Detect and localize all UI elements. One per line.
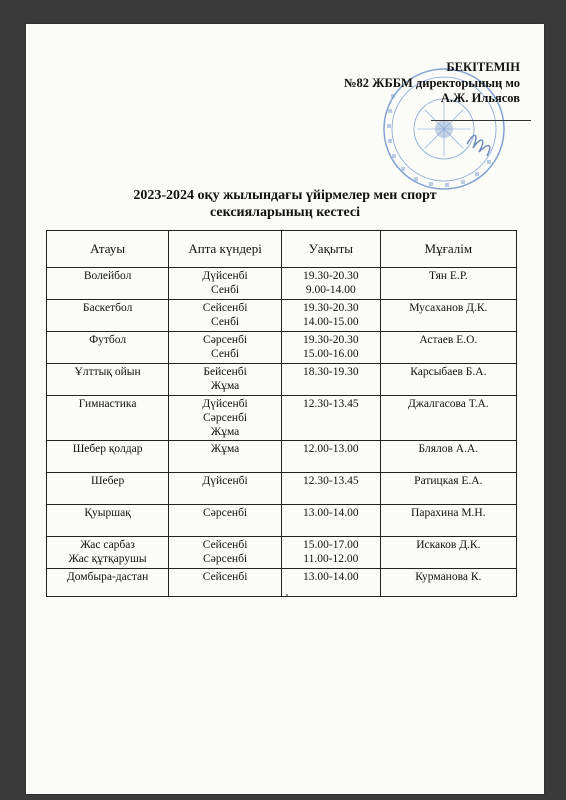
cell-name-line: Гимнастика [78,398,137,410]
header-days: Апта күндері [169,231,282,268]
approval-director-name: А.Ж. Ильясов [440,91,520,105]
cell-teacher: Карсыбаев Б.А. [380,364,516,396]
cell-name-line: Жас сарбаз [80,539,135,551]
cell-days-line: Сәрсенбі [203,507,248,519]
cell-days-line: Сейсенбі [202,302,248,314]
cell-days [169,332,282,364]
cell-time-line: 12.30-13.45 [303,398,359,410]
cell-days [169,473,282,505]
cell-days-line: Сәрсенбі [203,334,248,346]
cell-teacher: Курманова К. [380,569,516,597]
document-page [26,24,544,794]
cell-name [47,268,169,300]
cell-teacher: Искаков Д.К. [380,537,516,569]
cell-days-line: Сәрсенбі [203,412,248,424]
cell-days-line: Жұма [210,426,240,438]
approval-heading: БЕКІТЕМІН [446,60,520,74]
header-time: Уақыты [281,231,380,268]
cell-time [281,268,380,300]
approval-block [344,60,520,107]
header-teacher: Мұғалім [380,231,516,268]
scan-speck [286,594,288,596]
cell-name-line: Ұлттық ойын [74,366,141,378]
cell-time-line: 12.30-13.45 [303,475,359,487]
cell-time-line: 19.30-20.30 [303,334,359,346]
cell-name [47,332,169,364]
signature-line [431,120,531,121]
cell-time-line: 9.00-14.00 [305,284,356,296]
cell-time [281,364,380,396]
table-row [47,505,517,537]
cell-days-line: Сенбі [211,284,240,296]
cell-teacher: Астаев Е.О. [380,332,516,364]
cell-days [169,364,282,396]
table-row [47,268,517,300]
cell-days-line: Дүйсенбі [202,398,248,410]
cell-teacher: Парахина М.Н. [380,505,516,537]
cell-teacher: Мусаханов Д.К. [380,300,516,332]
document-title [26,187,544,221]
cell-name [47,364,169,396]
header-name: Атауы [47,231,169,268]
cell-days-line: Сәрсенбі [203,553,248,565]
table-row [47,537,517,569]
cell-name [47,505,169,537]
cell-time [281,537,380,569]
cell-teacher: Ратицкая Е.А. [380,473,516,505]
cell-days-line: Сейсенбі [202,539,248,551]
cell-time-line: 15.00-16.00 [303,348,359,360]
cell-time [281,300,380,332]
cell-days-line: Сейсенбі [202,571,248,583]
cell-days [169,505,282,537]
cell-name [47,396,169,441]
cell-name-line: Қуыршақ [84,507,131,519]
cell-name [47,300,169,332]
cell-name-line: Шебер қолдар [72,443,143,455]
schedule-table [46,230,517,597]
table-row [47,300,517,332]
cell-days [169,569,282,597]
cell-days-line: Жұма [210,443,240,455]
cell-time [281,396,380,441]
cell-name-line: Шебер [90,475,125,487]
cell-time-line: 13.00-14.00 [303,571,359,583]
cell-time [281,569,380,597]
cell-days-line: Жұма [210,380,240,392]
title-line-1: 2023-2024 оқу жылындағы үйірмелер мен спорт [133,188,437,203]
table-row [47,473,517,505]
cell-time [281,473,380,505]
cell-name [47,569,169,597]
cell-days-line: Дүйсенбі [202,475,248,487]
cell-time-line: 19.30-20.30 [303,302,359,314]
cell-name [47,537,169,569]
cell-time-line: 11.00-12.00 [303,553,359,565]
cell-time [281,505,380,537]
cell-time-line: 18.30-19.30 [303,366,359,378]
cell-time-line: 12.00-13.00 [303,443,359,455]
cell-name-line: Домбыра-дастан [66,571,149,583]
table-row [47,332,517,364]
cell-time [281,441,380,473]
cell-name [47,441,169,473]
cell-name-line: Жас құтқарушы [68,553,147,565]
cell-time-line: 14.00-15.00 [303,316,359,328]
cell-teacher: Блялов А.А. [380,441,516,473]
cell-days [169,268,282,300]
cell-days [169,441,282,473]
cell-days-line: Дүйсенбі [202,270,248,282]
table-header-row [47,231,517,268]
cell-teacher: Джалгасова Т.А. [380,396,516,441]
title-line-2: сексияларының кестесі [210,205,360,220]
cell-name-line: Баскетбол [82,302,133,314]
table-body [47,268,517,597]
cell-days-line: Сенбі [211,348,240,360]
cell-days [169,537,282,569]
cell-days [169,300,282,332]
cell-days-line: Сенбі [211,316,240,328]
table-row [47,396,517,441]
cell-time [281,332,380,364]
table-row [47,364,517,396]
cell-name-line: Футбол [89,334,127,346]
cell-days [169,396,282,441]
cell-name-line: Волейбол [83,270,132,282]
cell-time-line: 13.00-14.00 [303,507,359,519]
cell-time-line: 19.30-20.30 [303,270,359,282]
cell-time-line: 15.00-17.00 [303,539,359,551]
cell-teacher: Тян Е.Р. [380,268,516,300]
approval-position: №82 ЖББМ директорының мо [343,75,520,90]
cell-days-line: Бейсенбі [203,366,247,378]
table-row [47,569,517,597]
table-row [47,441,517,473]
cell-name [47,473,169,505]
